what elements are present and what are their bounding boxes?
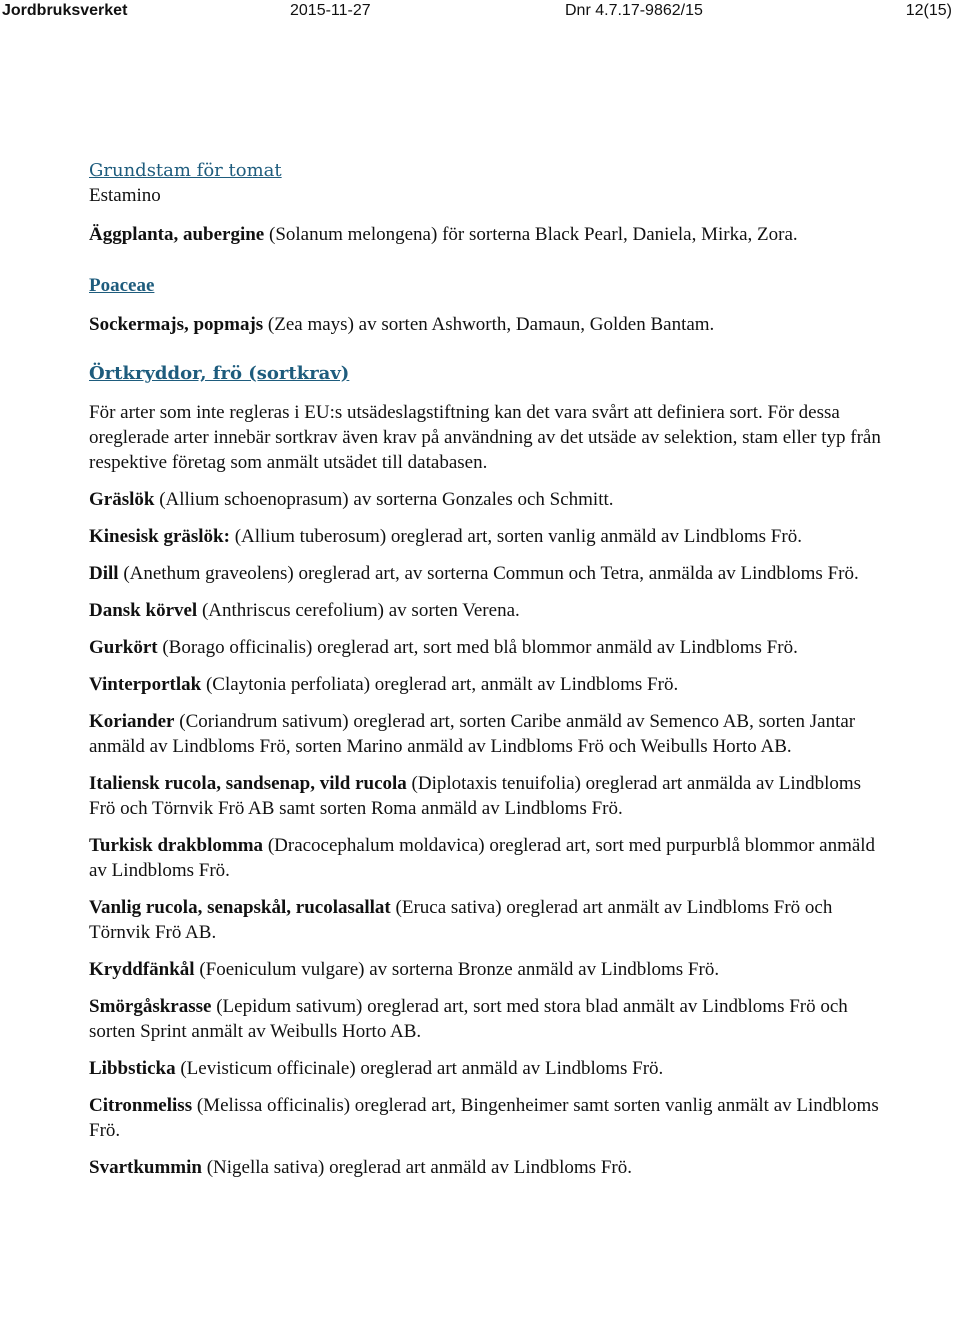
- herb-description: (Diplotaxis tenuifolia) oreglerad art anmälda av Lindbloms Frö och Törnvik Frö AB samt sorten Roma anmäld av Lindbloms Frö.: [89, 773, 862, 819]
- herb-entry: [89, 1155, 889, 1180]
- herb-entry: [89, 994, 889, 1044]
- herb-name: Kinesisk gräslök:: [89, 526, 230, 547]
- document-body: [89, 158, 889, 1192]
- herb-name: Dill: [89, 563, 119, 584]
- aubergine-entry: [89, 222, 889, 247]
- herb-description: (Allium schoenoprasum) av sorterna Gonzales och Schmitt.: [154, 489, 614, 510]
- page-number: 12(15): [905, 2, 952, 19]
- herb-entry: [89, 1093, 889, 1143]
- poaceae-heading: Poaceae: [89, 275, 155, 296]
- herb-description: (Coriandrum sativum) oreglerad art, sorten Caribe anmäld av Semenco AB, sorten Jantar anmäld av Lindbloms Frö, sorten Marino anmäld av Lindbloms Frö och Weibulls Horto AB.: [89, 711, 856, 757]
- herb-entry: [89, 561, 889, 586]
- herb-name: Italiensk rucola, sandsenap, vild rucola: [89, 773, 407, 794]
- herb-entry: [89, 1056, 889, 1081]
- herb-description: (Claytonia perfoliata) oreglerad art, anmält av Lindbloms Frö.: [201, 674, 679, 695]
- document-number: Dnr 4.7.17-9862/15: [565, 2, 703, 19]
- herb-description: (Anethum graveolens) oreglerad art, av sorterna Commun och Tetra, anmälda av Lindbloms Frö.: [118, 563, 859, 584]
- herb-name: Vanlig rucola, senapskål, rucolasallat: [89, 897, 391, 918]
- herb-entry: [89, 672, 889, 697]
- tomato-variety: Estamino: [89, 185, 161, 206]
- herb-entry: [89, 709, 889, 759]
- herb-description: (Borago officinalis) oreglerad art, sort med blå blommor anmäld av Lindbloms Frö.: [157, 637, 798, 658]
- herb-entry: [89, 771, 889, 821]
- herb-name: Turkisk drakblomma: [89, 835, 264, 856]
- herb-list: [89, 487, 889, 1180]
- herb-name: Koriander: [89, 711, 175, 732]
- herb-description: (Melissa officinalis) oreglerad art, Bingenheimer samt sorten vanlig anmält av Lindbloms Frö.: [89, 1095, 879, 1141]
- herb-entry: [89, 598, 889, 623]
- document-date: 2015-11-27: [290, 2, 371, 19]
- herb-description: (Foeniculum vulgare) av sorterna Bronze anmäld av Lindbloms Frö.: [194, 959, 720, 980]
- herb-description: (Dracocephalum moldavica) oreglerad art, sort med purpurblå blommor anmäld av Lindbloms Frö.: [89, 835, 876, 881]
- poaceae-text: (Zea mays) av sorten Ashworth, Damaun, Golden Bantam.: [263, 314, 715, 335]
- herbs-intro: För arter som inte regleras i EU:s utsädeslagstiftning kan det vara svårt att definiera sort. För dessa oreglerade arter innebär sortkrav även krav på användning av det utsäde av selektion, stam eller typ från respektive företag som anmält utsädet till databasen.: [89, 402, 881, 473]
- herb-entry: [89, 957, 889, 982]
- herb-entry: [89, 833, 889, 883]
- herb-name: Svartkummin: [89, 1157, 202, 1178]
- herbs-heading: Örtkryddor, frö (sortkrav): [89, 363, 350, 384]
- herb-description: (Allium tuberosum) oreglerad art, sorten vanlig anmäld av Lindbloms Frö.: [229, 526, 802, 547]
- aubergine-name: Äggplanta, aubergine: [89, 224, 265, 245]
- herb-name: Gräslök: [89, 489, 155, 510]
- herb-name: Gurkört: [89, 637, 158, 658]
- herb-description: (Levisticum officinale) oreglerad art anmäld av Lindbloms Frö.: [175, 1058, 664, 1079]
- tomato-heading: Grundstam för tomat: [89, 160, 282, 181]
- aubergine-text: (Solanum melongena) för sorterna Black Pearl, Daniela, Mirka, Zora.: [264, 224, 798, 245]
- herb-name: Kryddfänkål: [89, 959, 195, 980]
- herb-entry: [89, 895, 889, 945]
- herb-name: Vinterportlak: [89, 674, 202, 695]
- poaceae-name: Sockermajs, popmajs: [89, 314, 264, 335]
- herb-description: (Nigella sativa) oreglerad art anmäld av Lindbloms Frö.: [201, 1157, 632, 1178]
- herb-description: (Eruca sativa) oreglerad art anmält av Lindbloms Frö och Törnvik Frö AB.: [89, 897, 833, 943]
- herb-name: Smörgåskrasse: [89, 996, 212, 1017]
- herb-entry: [89, 524, 889, 549]
- herb-entry: [89, 635, 889, 660]
- herb-description: (Anthriscus cerefolium) av sorten Verena.: [197, 600, 520, 621]
- herb-description: (Lepidum sativum) oreglerad art, sort med stora blad anmält av Lindbloms Frö och sorten Sprint anmält av Weibulls Horto AB.: [89, 996, 848, 1042]
- page-header: [0, 0, 960, 26]
- herb-entry: [89, 487, 889, 512]
- poaceae-entry: [89, 312, 889, 337]
- herb-name: Citronmeliss: [89, 1095, 193, 1116]
- herb-name: Dansk körvel: [89, 600, 198, 621]
- herb-name: Libbsticka: [89, 1058, 176, 1079]
- organization-name: Jordbruksverket: [2, 2, 128, 19]
